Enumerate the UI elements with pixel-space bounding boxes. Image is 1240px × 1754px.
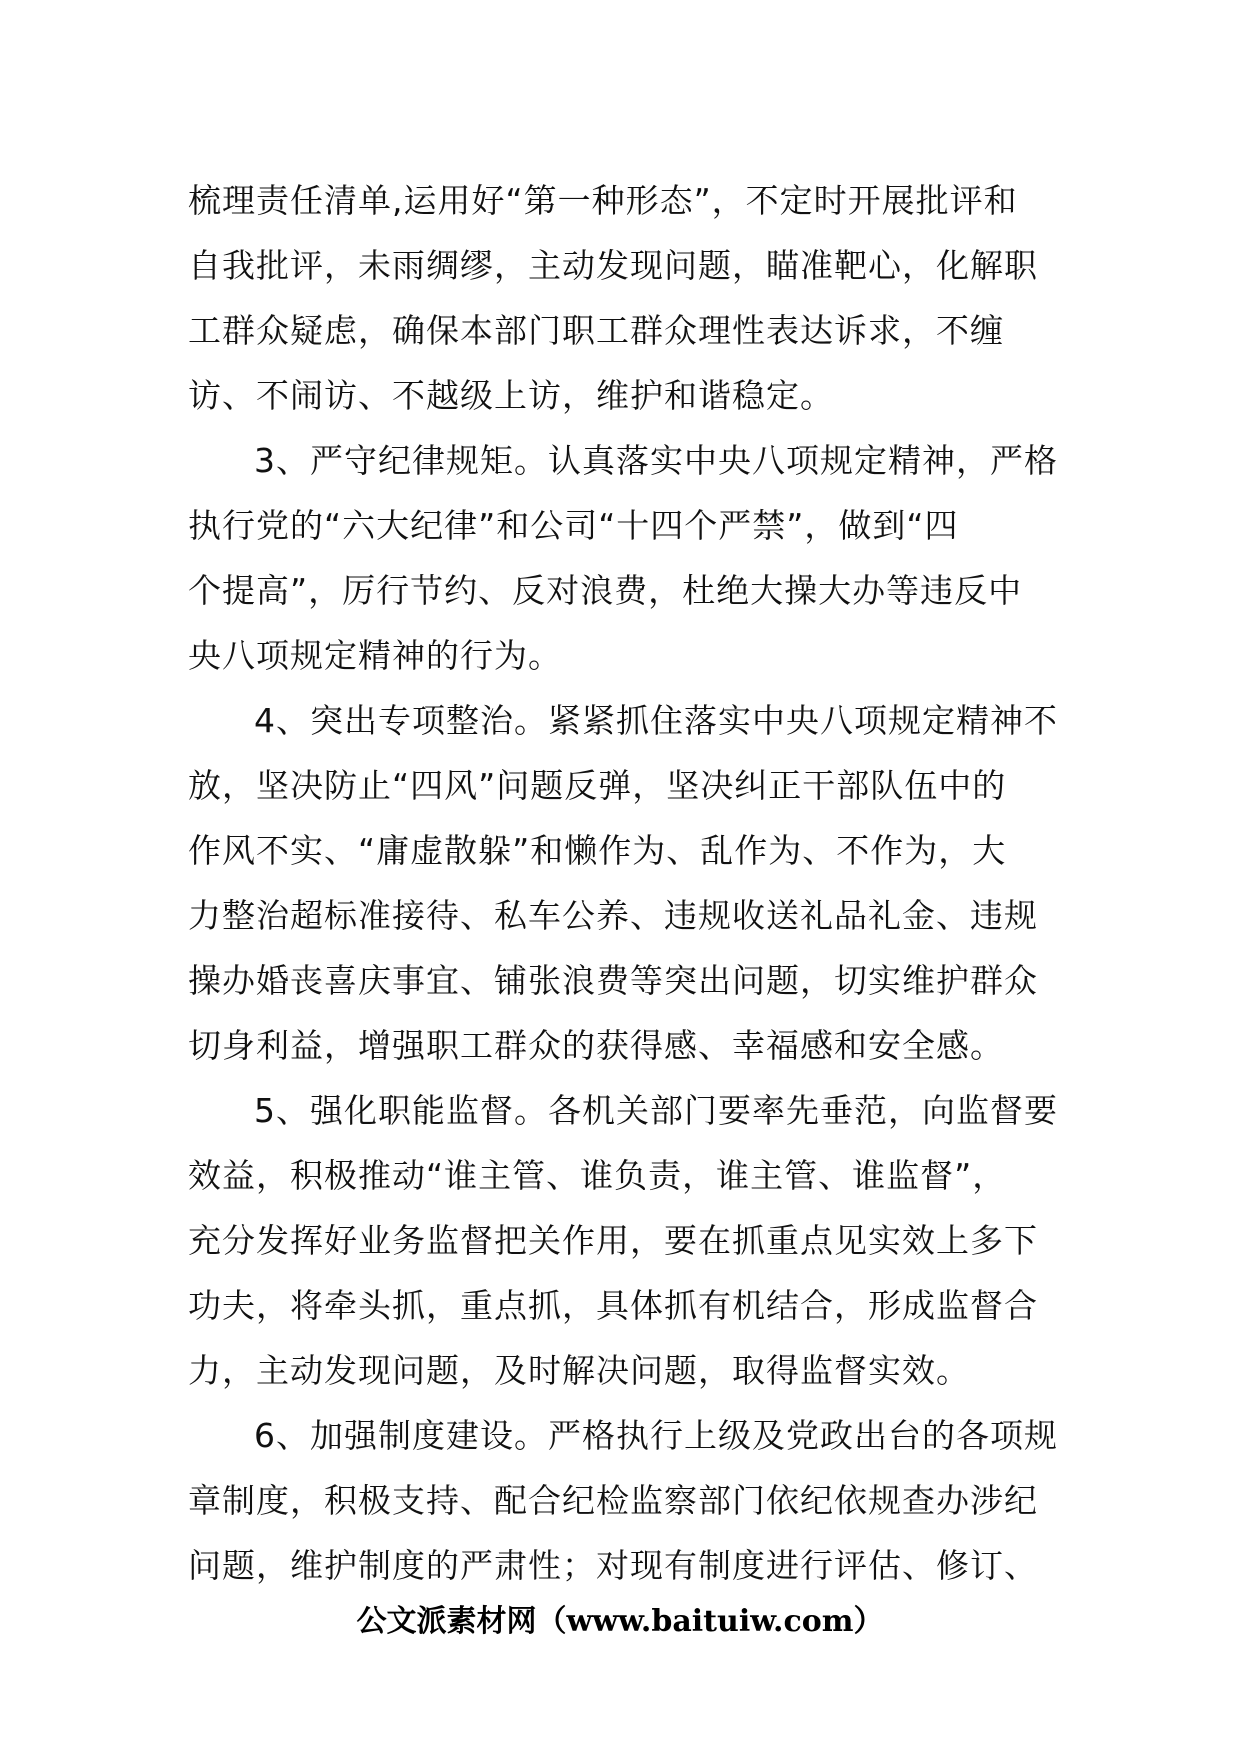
paragraph-4-start: 4、突出专项整治。紧紧抓住落实中央八项规定精神不 (254, 701, 1058, 740)
text-line: 章制度，积极支持、配合纪检监察部门依纪依规查办涉纪 (188, 1481, 1038, 1520)
text-line: 功夫，将牵头抓，重点抓，具体抓有机结合，形成监督合 (188, 1286, 1038, 1325)
text-line: 访、不闹访、不越级上访，维护和谐稳定。 (188, 376, 834, 415)
text-line: 央八项规定精神的行为。 (188, 636, 562, 675)
text-line: 力，主动发现问题，及时解决问题，取得监督实效。 (188, 1351, 970, 1390)
text-line: 梳理责任清单,运用好“第一种形态”，不定时开展批评和 (188, 181, 1018, 220)
text-line: 自我批评，未雨绸缪，主动发现问题，瞄准靶心，化解职 (188, 246, 1038, 285)
paragraph-3-start: 3、严守纪律规矩。认真落实中央八项规定精神，严格 (254, 441, 1058, 480)
text-line: 个提高”，厉行节约、反对浪费，杜绝大操大办等违反中 (188, 571, 1023, 610)
text-line: 操办婚丧喜庆事宜、铺张浪费等突出问题，切实维护群众 (188, 961, 1038, 1000)
text-line: 工群众疑虑，确保本部门职工群众理性表达诉求，不缠 (188, 311, 1004, 350)
text-line: 放，坚决防止“四风”问题反弹，坚决纠正干部队伍中的 (188, 766, 1007, 805)
text-line: 效益，积极推动“谁主管、谁负责，谁主管、谁监督”， (188, 1156, 1007, 1195)
body-text (188, 168, 1058, 1598)
text-line: 力整治超标准接待、私车公养、违规收送礼品礼金、违规 (188, 896, 1038, 935)
text-line: 作风不实、“庸虚散躲”和懒作为、乱作为、不作为，大 (188, 831, 1007, 870)
text-line: 切身利益，增强职工群众的获得感、幸福感和安全感。 (188, 1026, 1004, 1065)
footer-watermark: 公文派素材网（www.baituiw.com） (356, 1604, 884, 1639)
paragraph-6-start: 6、加强制度建设。严格执行上级及党政出台的各项规 (254, 1416, 1058, 1455)
text-line: 执行党的“六大纪律”和公司“十四个严禁”，做到“四 (188, 506, 959, 545)
paragraph-5-start: 5、强化职能监督。各机关部门要率先垂范，向监督要 (254, 1091, 1058, 1130)
text-line: 充分发挥好业务监督把关作用，要在抓重点见实效上多下 (188, 1221, 1038, 1260)
text-line: 问题，维护制度的严肃性；对现有制度进行评估、修订、 (188, 1546, 1038, 1585)
